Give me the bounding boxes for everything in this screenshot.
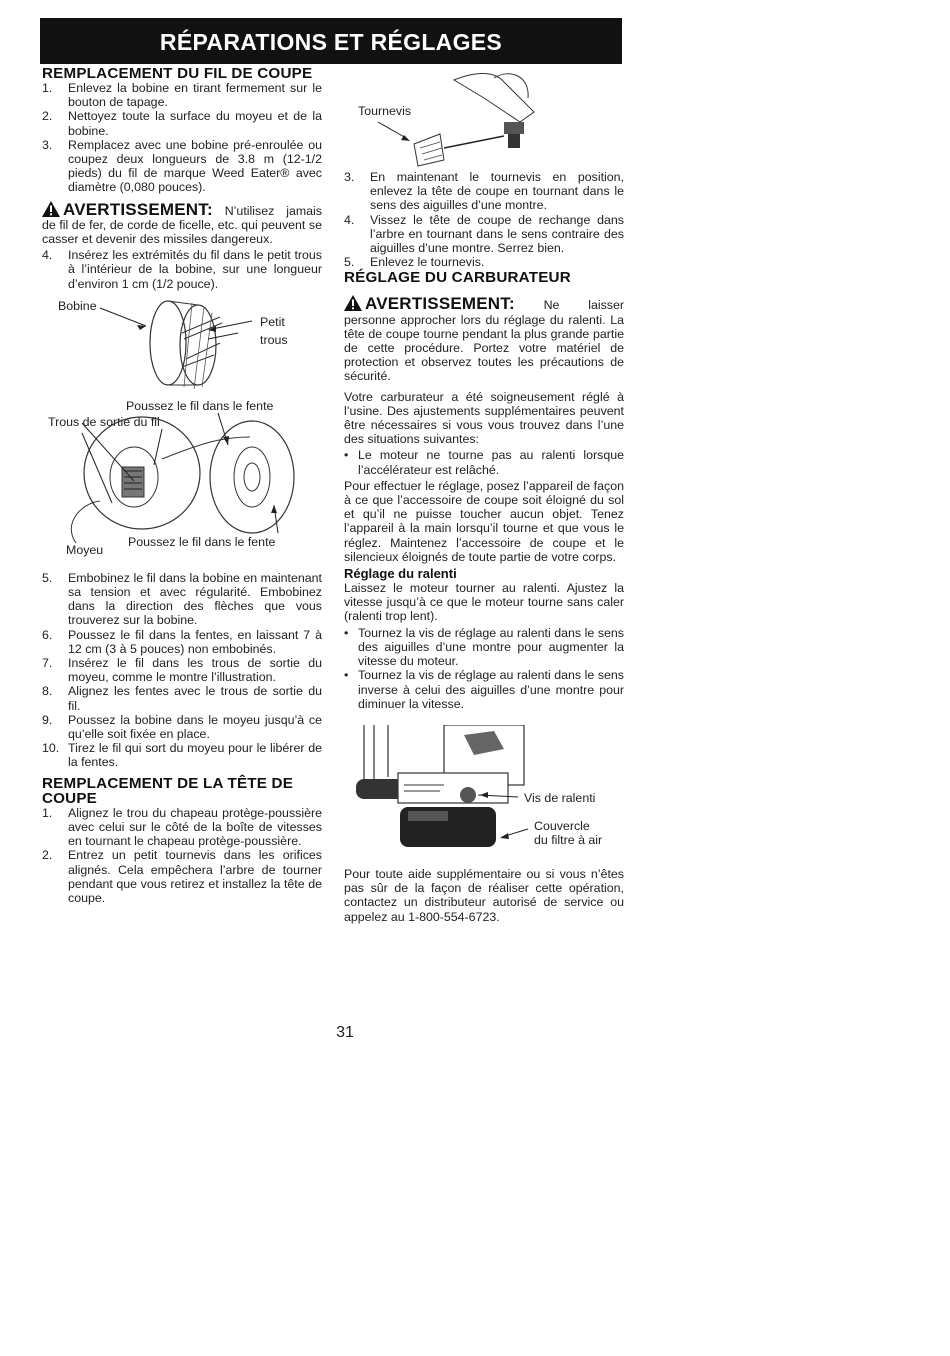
- item-number: 1.: [42, 81, 53, 95]
- list-item: [42, 571, 322, 628]
- label-poussez-top: Poussez le fil dans le fente: [126, 398, 274, 413]
- item-number: 2.: [42, 848, 53, 863]
- right-column: [344, 60, 624, 926]
- item-text: Vissez le tête de coupe de rechange dans l’arbre en tournant dans le sens contraire des aiguilles d’une montre. Serrez bien.: [370, 212, 624, 256]
- list-item: [344, 170, 624, 213]
- list-item: [344, 626, 624, 669]
- steps-list-5: [344, 170, 624, 269]
- paragraph-carb-3: Laissez le moteur tourner au ralenti. Ajustez la vitesse jusqu’à ce que le moteur tourne sans caler (ralenti trop lent).: [344, 581, 624, 624]
- bullets-2: [344, 626, 624, 711]
- bullet-mark: •: [344, 448, 349, 463]
- figure-spool: [42, 293, 322, 391]
- figure-hub: [42, 393, 322, 569]
- item-text: Nettoyez toute la surface du moyeu et de la bobine.: [68, 109, 322, 138]
- item-text: Le moteur ne tourne pas au ralenti lorsque l’accélérateur est relâché.: [358, 448, 624, 477]
- list-item: [42, 684, 322, 712]
- warning-keyword: AVERTISSEMENT:: [365, 294, 515, 314]
- paragraph-carb-1: Votre carburateur a été soigneusement réglé à l’usine. Des ajustements supplémentaires peuvent être nécessaires si vous vous trouvez dans l’une des situations suivantes:: [344, 389, 624, 447]
- steps-list-2: [42, 248, 322, 291]
- item-text: Alignez les fentes avec le trous de sortie du fil.: [68, 684, 322, 713]
- warning-keyword: AVERTISSEMENT:: [63, 199, 213, 219]
- hub-illustration: [42, 393, 322, 569]
- page-number: 31: [336, 1024, 354, 1041]
- steps-list-3: [42, 571, 322, 770]
- item-text: Tournez la vis de réglage au ralenti dans le sens des aiguilles d’une montre pour augmenter la vitesse du moteur.: [358, 625, 624, 669]
- list-item: [344, 213, 624, 256]
- bullet-mark: •: [344, 625, 349, 640]
- spool-illustration: [42, 293, 322, 391]
- warning-icon: [344, 295, 362, 311]
- item-text: En maintenant le tournevis en position, enlevez la tête de coupe en tournant dans le sens des aiguilles d’une montre.: [370, 170, 624, 213]
- label-filtre: du filtre à air: [534, 832, 603, 847]
- list-item: [42, 713, 322, 741]
- item-text: Poussez le fil dans la fentes, en laissant 7 à 12 cm (3 à 5 pouces) non embobinés.: [68, 627, 322, 656]
- list-item: [344, 255, 624, 269]
- paragraph-carb-4: Pour toute aide supplémentaire ou si vous n’êtes pas sûr de la façon de réaliser cette opération, contactez un distributeur autorisé de service ou appelez au 1-800-554-6723.: [344, 866, 624, 924]
- carburetor-illustration: [344, 725, 624, 865]
- item-number: 4.: [42, 248, 53, 263]
- item-text: Tournez la vis de réglage au ralenti dans le sens inverse à celui des aiguilles d’une montre pour diminuer la vitesse.: [358, 668, 624, 711]
- item-text: Insérez le fil dans les trous de sortie du moyeu, comme le montre l’illustration.: [68, 656, 322, 685]
- item-number: 3.: [344, 170, 355, 184]
- list-item: [344, 448, 624, 476]
- item-number: 8.: [42, 684, 53, 699]
- list-item: [42, 806, 322, 849]
- bullet-mark: •: [344, 668, 349, 683]
- warning-2: [344, 295, 624, 383]
- item-number: 5.: [344, 255, 355, 270]
- item-number: 2.: [42, 109, 53, 124]
- item-number: 5.: [42, 570, 53, 585]
- steps-list-4: [42, 806, 322, 905]
- item-number: 1.: [42, 805, 53, 820]
- item-text: Entrez un petit tournevis dans les orifices alignés. Cela empêchera l’arbre de tourner pendant que vous retirez et installez la tête de coupe.: [68, 848, 322, 905]
- item-text: Embobinez le fil dans la bobine en maintenant sa tension et avec régularité. Embobinez dans la direction des flèches que vous trouverez sur la bobine.: [68, 570, 322, 628]
- item-text: Insérez les extrémités du fil dans le petit trous à l’intérieur de la bobine, sur une longueur d’environ 1 cm (1/2 pouce).: [68, 248, 322, 291]
- label-couvercle: Couvercle: [534, 818, 590, 833]
- item-text: Tirez le fil qui sort du moyeu pour le libérer de la fentes.: [68, 741, 322, 770]
- item-text: Remplacez avec une bobine pré-enroulée ou coupez deux longueurs de 3.8 m (12-1/2 pieds) du fil de marque Weed Eater® avec diamètre (0,080 pouces).: [68, 137, 322, 195]
- list-item: [344, 668, 624, 711]
- list-item: [42, 848, 322, 905]
- heading-carburateur: RÉGLAGE DU CARBURATEUR: [344, 269, 571, 287]
- steps-list-1: [42, 81, 322, 195]
- item-text: Poussez la bobine dans le moyeu jusqu’à ce qu’elle soit fixée en place.: [68, 712, 322, 742]
- warning-text: Ne laisser personne approcher lors du réglage du ralenti. La tête de coupe tourne pendant la plus grande partie de cette procédure. Portez votre matériel de protection et observez toutes les précautions de sécurité.: [344, 298, 624, 384]
- label-poussez-bottom: Poussez le fil dans le fente: [128, 534, 276, 549]
- left-column: [42, 66, 322, 905]
- list-item: [42, 741, 322, 769]
- paragraph-carb-2: Pour effectuer le réglage, posez l’appareil de façon à ce que l’accessoire de coupe soit éloigné du sol et qu’il ne puisse toucher aucun objet. Tenez l’appareil à la main lorsqu’il tourne et que vous le réglez. Maintenez l’accessoire de coupe et le silencieux éloignés de toute partie de votre corps.: [344, 478, 624, 564]
- item-number: 3.: [42, 137, 53, 152]
- item-text: Enlevez le tournevis.: [370, 255, 485, 270]
- label-trous: trous: [260, 332, 288, 347]
- item-number: 7.: [42, 656, 53, 671]
- label-trous-sortie: Trous de sortie du fil: [48, 414, 160, 429]
- warning-icon: [42, 201, 60, 217]
- page-banner: RÉPARATIONS ET RÉGLAGES: [40, 18, 622, 64]
- label-moyeu: Moyeu: [66, 542, 104, 557]
- heading-tete: REMPLACEMENT DE LA TÊTE DE COUPE: [42, 774, 294, 807]
- item-number: 4.: [344, 212, 355, 227]
- heading-fil: REMPLACEMENT DU FIL DE COUPE: [42, 65, 313, 82]
- figure-screwdriver: [344, 62, 624, 168]
- list-item: [42, 109, 322, 137]
- label-tournevis: Tournevis: [358, 104, 412, 118]
- label-petit: Petit: [260, 314, 285, 329]
- list-item: [42, 248, 322, 291]
- list-item: [42, 138, 322, 195]
- item-number: 6.: [42, 627, 53, 642]
- list-item: [42, 656, 322, 684]
- subheading-ralenti: Réglage du ralenti: [344, 566, 457, 582]
- warning-1: [42, 201, 322, 247]
- item-number: 10.: [42, 741, 60, 756]
- label-bobine: Bobine: [58, 298, 97, 313]
- item-number: 9.: [42, 712, 53, 727]
- list-item: [42, 628, 322, 656]
- list-item: [42, 81, 322, 109]
- warning-text: N’utilisez jamais de fil de fer, de corde de ficelle, etc. qui peuvent se casser et devenir des missiles dangereux.: [42, 203, 322, 247]
- figure-carburetor: [344, 725, 624, 865]
- screwdriver-illustration: [344, 62, 624, 168]
- item-text: Enlevez la bobine en tirant fermement sur le bouton de tapage.: [68, 81, 322, 110]
- item-text: Alignez le trou du chapeau protège-poussière avec celui sur le côté de la boîte de vitesses en tournant le chapeau protège-poussière.: [68, 805, 322, 849]
- bullets-1: [344, 448, 624, 476]
- label-vis-ralenti: Vis de ralenti: [524, 790, 596, 805]
